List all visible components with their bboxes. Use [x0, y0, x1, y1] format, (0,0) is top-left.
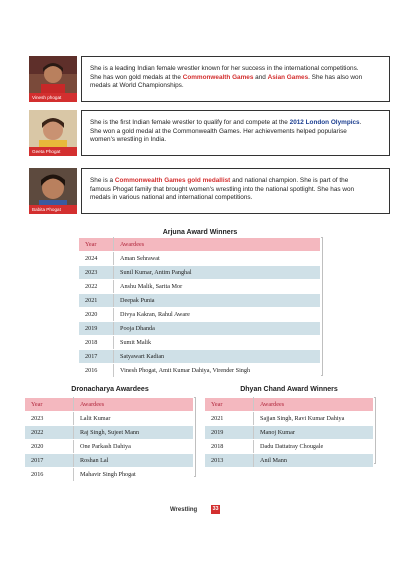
awardees-cell: Lalit Kumar [74, 412, 194, 426]
table-row [79, 266, 321, 280]
description-text: . She won a gold medal at the Commonwealth Games. Her achievements helped popularise women's wrestling in India. [90, 119, 362, 143]
table-row [25, 412, 194, 426]
awardees-cell: Raj Singh, Sujeet Mann [74, 426, 194, 440]
awardees-cell: Sumit Malik [114, 336, 321, 350]
awardees-cell: Dadu Dattatray Chougale [254, 440, 374, 454]
year-cell: 2017 [25, 454, 74, 468]
table-row [205, 426, 374, 440]
table-header-row [205, 398, 374, 412]
awardees-cell: Deepak Punia [114, 294, 321, 308]
year-cell: 2013 [205, 454, 254, 468]
dronacharya-table [24, 397, 194, 482]
table-row [25, 454, 194, 468]
awardees-cell: One Parkash Dahiya [74, 440, 194, 454]
year-cell: 2022 [79, 280, 114, 294]
card-description [90, 177, 365, 203]
awardees-cell: Sajjan Singh, Ravi Kumar Dahiya [254, 412, 374, 426]
wrestler-photo [29, 168, 77, 214]
awardees-header: Awardees [114, 238, 321, 252]
profile-card-geeta [29, 110, 361, 156]
year-cell: 2024 [79, 252, 114, 266]
highlighted-text: Asian Games [267, 73, 309, 81]
table-row [79, 350, 321, 364]
year-cell: 2018 [79, 336, 114, 350]
year-cell: 2016 [79, 364, 114, 378]
year-cell: 2021 [205, 412, 254, 426]
highlighted-text: 2012 London Olympics [289, 119, 360, 126]
arjuna-table [78, 237, 321, 378]
year-header: Year [25, 398, 74, 412]
table-row [79, 294, 321, 308]
description-text: . She has also won medals at World Championships. [90, 73, 363, 89]
awardees-cell: Divya Kakran, Rahul Aware [114, 308, 321, 322]
description-text: She is a [90, 177, 115, 184]
table-row [205, 412, 374, 426]
description-text: She is a leading Indian female wrestler known for her success in the international competitions. She has won gold medals at the [90, 65, 359, 81]
year-cell: 2020 [25, 440, 74, 454]
year-cell: 2023 [25, 412, 74, 426]
awardees-cell: Vinesh Phogat, Amit Kumar Dahiya, Virender Singh [114, 364, 321, 378]
awardees-header: Awardees [254, 398, 374, 412]
year-cell: 2019 [205, 426, 254, 440]
footer-section-label: Wrestling [170, 507, 198, 513]
photo-caption: Geeta Phogat [29, 147, 77, 156]
year-cell: 2020 [79, 308, 114, 322]
year-header: Year [205, 398, 254, 412]
table-row [79, 322, 321, 336]
year-cell: 2016 [25, 468, 74, 482]
awardees-cell: Anshu Malik, Sarita Mor [114, 280, 321, 294]
year-cell: 2023 [79, 266, 114, 280]
description-text: and [253, 73, 268, 81]
awardees-cell: Mahavir Singh Phogat [74, 468, 194, 482]
awardees-cell: Pooja Dhanda [114, 322, 321, 336]
year-cell: 2021 [79, 294, 114, 308]
year-cell: 2022 [25, 426, 74, 440]
table-row [79, 252, 321, 266]
table-row [79, 364, 321, 378]
description-text: She is the first Indian female wrestler to qualify for and compete at the [90, 119, 290, 126]
awardees-header: Awardees [74, 398, 194, 412]
dhyanchand-title: Dhyan Chand Award Winners [240, 386, 338, 393]
card-description [90, 119, 365, 145]
table-row [25, 468, 194, 482]
table-row [79, 336, 321, 350]
year-cell: 2018 [205, 440, 254, 454]
awardees-cell: Aman Sehrawat [114, 252, 321, 266]
photo-caption: Babita Phogat [29, 205, 77, 214]
table-header-row [79, 238, 321, 252]
profile-card-babita [29, 168, 361, 214]
table-row [205, 454, 374, 468]
dhyanchand-table [204, 397, 374, 468]
table-header-row [25, 398, 194, 412]
profile-card-vinesh [29, 56, 361, 102]
awardees-cell: Satyawart Kadian [114, 350, 321, 364]
highlighted-text: Commonwealth Games gold medallist [114, 177, 231, 184]
table-row [79, 280, 321, 294]
table-row [79, 308, 321, 322]
card-description [90, 65, 365, 91]
awardees-cell: Roshan Lal [74, 454, 194, 468]
awardees-cell: Anil Mann [254, 454, 374, 468]
table-row [25, 440, 194, 454]
dronacharya-title: Dronacharya Awardees [71, 386, 149, 393]
photo-caption: Vinesh phogat [29, 93, 77, 102]
year-cell: 2019 [79, 322, 114, 336]
highlighted-text: Commonwealth Games [182, 73, 254, 81]
arjuna-title: Arjuna Award Winners [162, 229, 238, 236]
year-cell: 2017 [79, 350, 114, 364]
table-row [205, 440, 374, 454]
wrestler-photo [29, 110, 77, 156]
table-row [25, 426, 194, 440]
year-header: Year [79, 238, 114, 252]
description-text: and national champion. She is part of the famous Phogat family that brought women's wrestling into the national spotlight. She has won medals in various national and international competitions. [90, 177, 355, 201]
awardees-cell: Sunil Kumar, Antim Panghal [114, 266, 321, 280]
page-number: 33 [212, 506, 219, 512]
wrestler-photo [29, 56, 77, 102]
awardees-cell: Manoj Kumar [254, 426, 374, 440]
